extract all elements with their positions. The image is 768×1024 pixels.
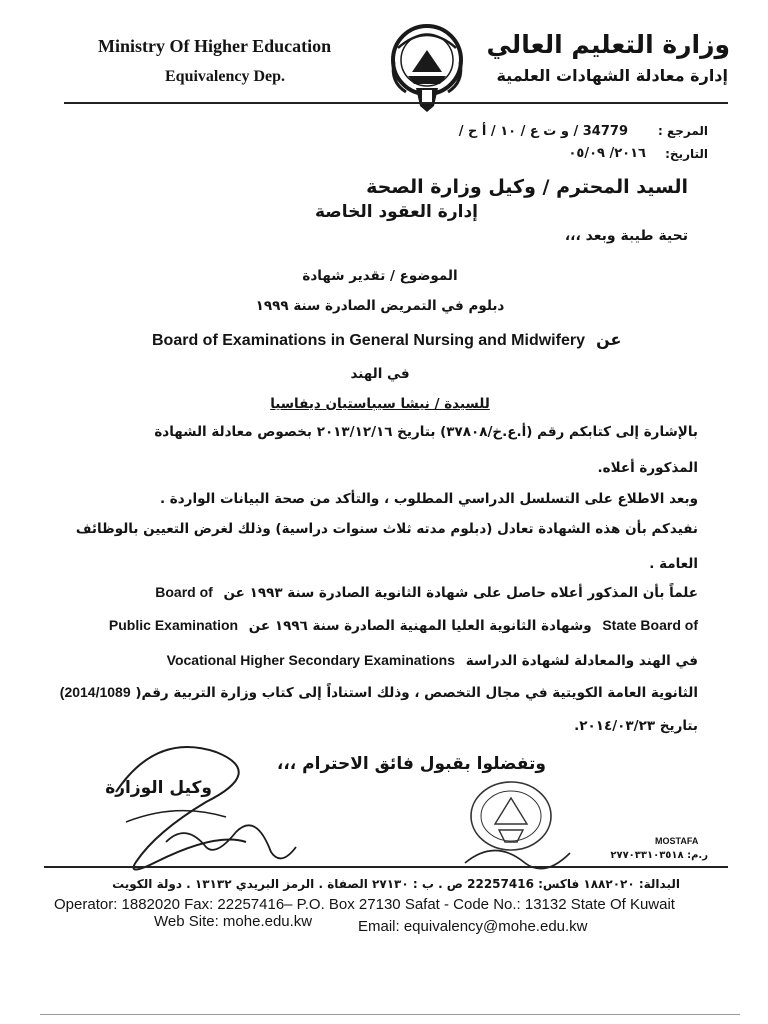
body-p4-line4-ar: الثانوية العامة الكويتية في مجال التخصص ، وذلك استناداً إلى كتاب وزارة التربية رقم( (135, 685, 698, 701)
subject-line2: دبلوم في التمريض الصادرة سنة ١٩٩٩ (255, 298, 505, 314)
footer-ar-line: البدالة: ١٨٨٢٠٢٠ فاكس: 22257416 ص . ب : ٢٧١٣٠ الصفاة . الرمز البريدي ١٣١٣٢ . دولة الكويت (112, 877, 680, 891)
body-p4-line3-ar: في الهند والمعادلة لشهادة الدراسة (465, 653, 698, 669)
footer-email: Email: equivalency@mohe.edu.kw (358, 918, 588, 935)
footer-divider (44, 866, 728, 868)
body-p4-line4-en: 2014/1089) (59, 684, 131, 700)
header-en-ministry: Ministry Of Higher Education (98, 36, 332, 56)
body-p4-line1 (155, 584, 698, 601)
header-divider (64, 102, 728, 104)
header-ar-department: إدارة معادلة الشهادات العلمية (496, 66, 728, 85)
body-p4-line2-ar: وشهادة الثانوية العليا المهنية الصادرة سنة ١٩٩٦ عن (248, 618, 592, 634)
subject-board-name: Board of Examinations in General Nursing and Midwifery (152, 332, 585, 349)
footer-operator-line: Operator: 1882020 Fax: 22257416– P.O. Box 27130 Safat - Code No.: 13132 State Of Kuwait (54, 896, 675, 913)
stamp-name: MOSTAFA (655, 836, 699, 846)
body-p4-line3-en: Vocational Higher Secondary Examinations (166, 652, 456, 668)
body-p4-line4 (60, 684, 698, 701)
body-p4-line1-ar: علماً بأن المذكور أعلاه حاصل على شهادة الثانوية الصادرة سنة ١٩٩٣ عن (223, 585, 698, 601)
body-p2: وبعد الاطلاع على التسلسل الدراسي المطلوب ، والتأكد من صحة البيانات الواردة . (159, 491, 698, 507)
ref-value: 34779 / و ت ع / ١٠ / أ ح / (458, 124, 628, 139)
date-value: ٢٠١٦/ ٠٥/٠٩ (568, 146, 646, 161)
subject-line1: الموضوع / تقدير شهادة (302, 268, 458, 284)
body-p1-line1: بالإشارة إلى كتابكم رقم (أ.ع.خ/٣٧٨٠٨) بتاريخ ٢٠١٣/١٢/١٦ بخصوص معادلة الشهادة (154, 424, 698, 440)
kuwait-emblem-icon (388, 22, 466, 114)
signatory-title: وكيل الوزارة (105, 778, 212, 798)
stamp-code: ر.م: ٢٧٧٠٣٣١٠٣٥١٨ (610, 850, 708, 861)
subject-from: عن (596, 330, 622, 349)
header-en-department: Equivalency Dep. (165, 68, 286, 85)
subject-line3 (152, 330, 621, 350)
date-label: التاريخ: (665, 147, 708, 161)
official-stamp-icon (455, 768, 575, 878)
addressee-line2: إدارة العقود الخاصة (314, 202, 478, 222)
body-p4-line2-en-a: Public Examination (108, 617, 239, 633)
header-ar-ministry: وزارة التعليم العالي (486, 30, 730, 59)
body-p3-line2: العامة . (649, 556, 698, 572)
ref-label: المرجع : (658, 124, 708, 138)
body-p4-line1-en: Board of (155, 584, 213, 600)
body-p4-line2 (109, 617, 698, 634)
signature-icon (96, 732, 306, 882)
body-p4-line2-en-b: State Board of (602, 617, 698, 633)
subject-line5: للسيدة / نيشا سيباستيان ديفاسيا (270, 396, 490, 412)
bottom-edge-rule (40, 1014, 740, 1015)
body-p4-line3 (167, 652, 698, 669)
subject-line4: في الهند (350, 366, 410, 382)
addressee-line1: السيد المحترم / وكيل وزارة الصحة (366, 176, 688, 198)
body-p3-line1: نفيدكم بأن هذه الشهادة تعادل (دبلوم مدته ثلاث سنوات دراسية) وذلك لغرض التعيين بالوظائف (75, 521, 698, 537)
footer-website: Web Site: mohe.edu.kw (154, 913, 313, 930)
greeting: تحية طيبة وبعد ،،، (564, 228, 688, 244)
body-p1-line2: المذكورة أعلاه. (597, 460, 698, 476)
body-p4-line5: بتاريخ ٢٠١٤/٠٣/٢٣. (574, 718, 698, 734)
closing: وتفضلوا بقبول فائق الاحترام ،،، (276, 754, 546, 774)
